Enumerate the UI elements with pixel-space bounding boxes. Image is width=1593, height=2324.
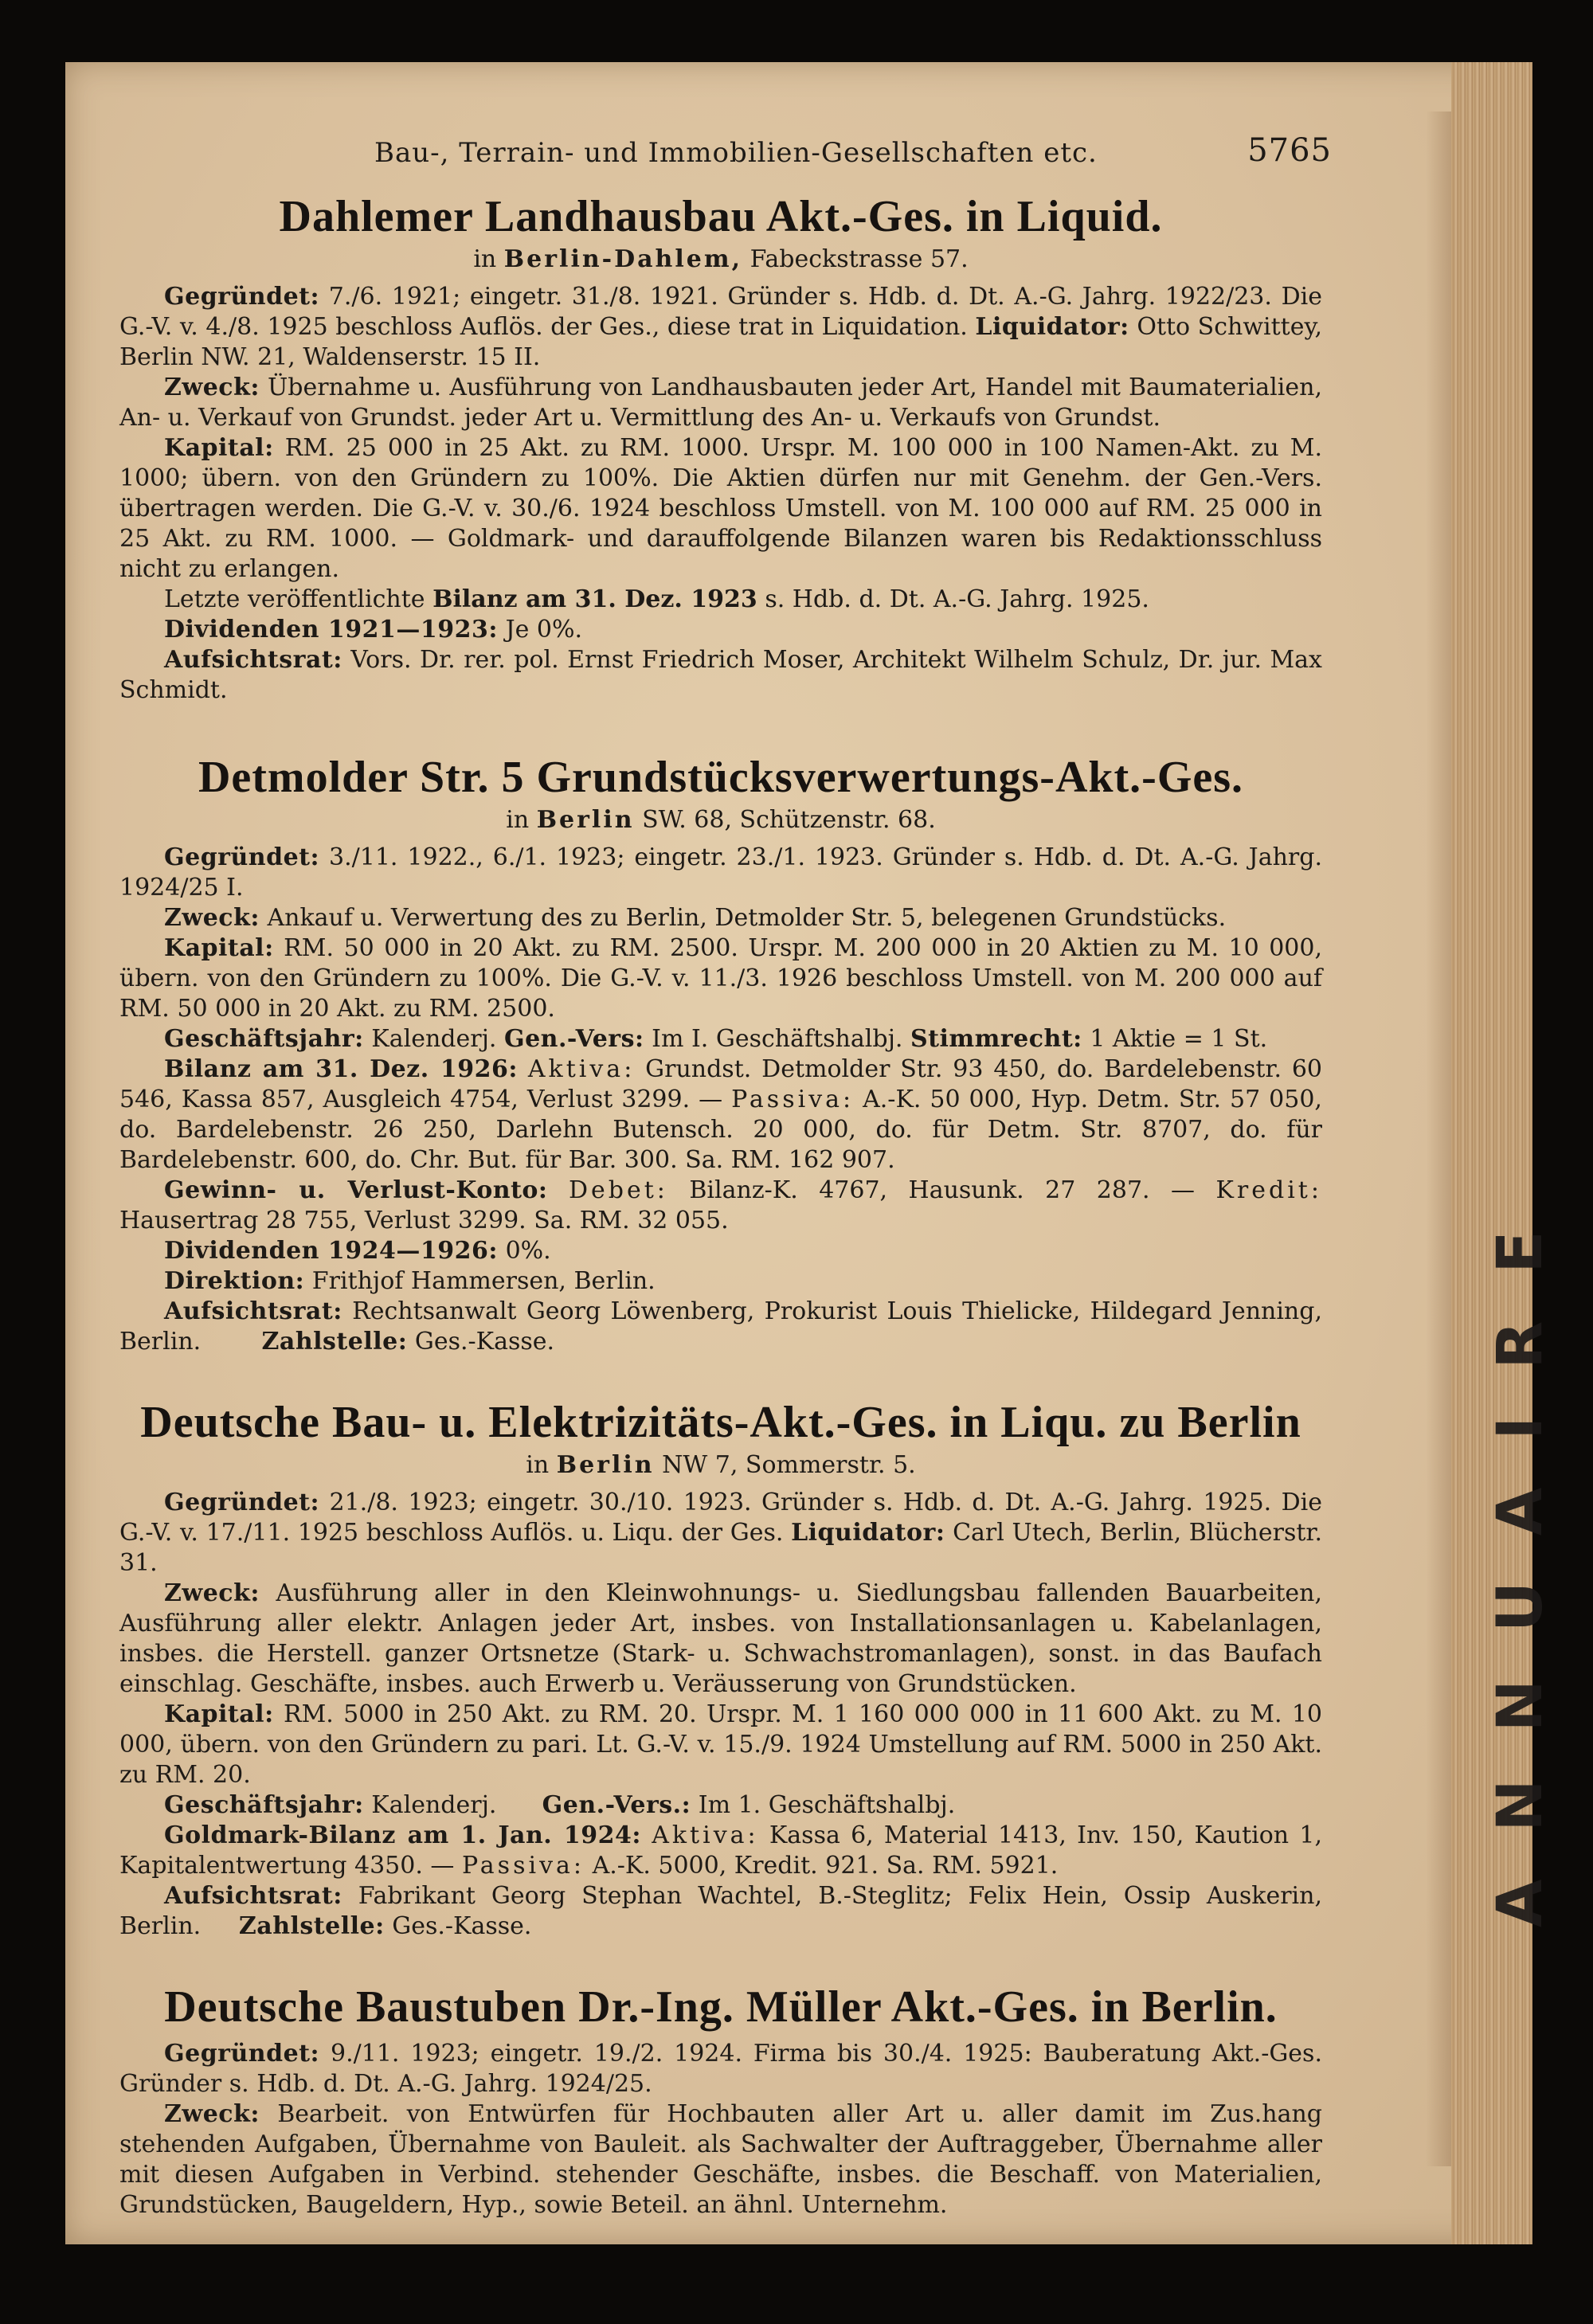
- balance-intro: Letzte veröffentlichte: [164, 585, 425, 613]
- stimmrecht-text: 1 Aktie = 1 St.: [1090, 1025, 1268, 1053]
- location-prefix: in: [526, 1451, 550, 1479]
- company-entry-deutsche-baustuben: [119, 1982, 1322, 2220]
- page-content: [119, 127, 1332, 2220]
- label-liquidator: Liquidator:: [791, 1519, 945, 1547]
- founded-paragraph: [119, 282, 1322, 373]
- liquidator-text: Otto Schwittey, Berlin NW. 21, Waldenserstr. 15 II.: [119, 313, 1322, 371]
- page-number: 5765: [1247, 132, 1332, 169]
- label-direktion: Direktion:: [164, 1267, 305, 1295]
- board-paragraph: [119, 645, 1322, 706]
- dividends-paragraph: [119, 1236, 1322, 1266]
- zahlstelle-text: Ges.-Kasse.: [392, 1912, 532, 1940]
- company-entry-detmolder: [119, 752, 1322, 1357]
- capital-paragraph: [119, 433, 1322, 585]
- balance-paragraph: [119, 1821, 1322, 1881]
- fiscal-paragraph: [119, 1024, 1322, 1054]
- label-gegruendet: Gegründet:: [164, 1489, 320, 1516]
- label-aufsichtsrat: Aufsichtsrat:: [164, 1882, 342, 1910]
- board-text: Rechtsanwalt Georg Löwenberg, Prokurist Louis Thielicke, Hildegard Jenning, Berlin.: [119, 1297, 1322, 1356]
- label-zahlstelle: Zahlstelle:: [238, 1912, 385, 1940]
- passiva-text: A.-K. 5000, Kredit. 921. Sa. RM. 5921.: [592, 1852, 1059, 1880]
- founded-text: 9./11. 1923; eingetr. 19./2. 1924. Firma bis 30./4. 1925: Bauberatung Akt.-Ges. Gründer s. Hdb. d. Dt. A.-G. Jahrg. 1924/25.: [119, 2040, 1322, 2098]
- purpose-text: Ausführung aller in den Kleinwohnungs- u. Siedlungsbau fallenden Bauarbeiten, Ausführung aller elektr. Anlagen jeder Art, insbes. von Installationsanlagen u. Kabelanlagen, insbes. die Herstell. ganzer Ortsnetze (Stark- u. Schwachstromanlagen), sonst. in das Baufach einschlag. Geschäfte, insbes. auch Erwerb u. Veräusserung von Grundstücken.: [119, 1579, 1322, 1698]
- label-bilanz: Bilanz am 31. Dez. 1926:: [164, 1055, 518, 1083]
- spine-stamp-text: ANNUAIRE: [1485, 1183, 1556, 1927]
- section-title: Bau-, Terrain- und Immobilien-Gesellschaften etc.: [374, 137, 1098, 169]
- label-gegruendet: Gegründet:: [164, 283, 320, 311]
- company-title: Deutsche Bau- u. Elektrizitäts-Akt.-Ges. in Liqu. zu Berlin: [140, 1398, 1301, 1447]
- passiva-text: A.-K. 50 000, Hyp. Detm. Str. 57 050, do. Bardelebenstr. 26 250, Darlehn Butensch. 20 000, do. für Detm. Str. 8707, do. für Bardelebenstr. 600, do. Chr. But. für Bar. 300. Sa. RM. 162 907.: [119, 1086, 1322, 1174]
- founded-text: 21./8. 1923; eingetr. 30./10. 1923. Gründer s. Hdb. d. Dt. A.-G. Jahrg. 1925. Die G.-V. v. 17./11. 1925 beschloss Auflös. u. Liqu. der Ges.: [119, 1489, 1322, 1547]
- capital-paragraph: [119, 933, 1322, 1024]
- company-location: [119, 1448, 1322, 1483]
- label-zweck: Zweck:: [164, 1579, 260, 1607]
- board-paragraph: [119, 1297, 1322, 1357]
- label-zweck: Zweck:: [164, 374, 260, 401]
- aktiva-text: Grundst. Detmolder Str. 93 450, do. Bardelebenstr. 60 546, Kassa 857, Ausgleich 4754, Verlust 3299. —: [119, 1055, 1322, 1113]
- founded-paragraph: [119, 1488, 1322, 1579]
- label-kapital: Kapital:: [164, 934, 274, 962]
- label-geschaeftsjahr: Geschäftsjahr:: [164, 1025, 364, 1053]
- balance-label: Bilanz am 31. Dez. 1923: [432, 585, 757, 613]
- founded-paragraph: [119, 843, 1322, 903]
- label-kapital: Kapital:: [164, 434, 274, 462]
- label-gegruendet: Gegründet:: [164, 2040, 320, 2068]
- label-aktiva: Aktiva:: [527, 1055, 636, 1083]
- label-stimmrecht: Stimmrecht:: [910, 1025, 1082, 1053]
- company-location: [119, 803, 1322, 838]
- dividends-text: 0%.: [505, 1237, 551, 1265]
- label-dividenden: Dividenden 1924—1926:: [164, 1237, 499, 1265]
- balance-paragraph: [119, 1054, 1322, 1176]
- board-text: Vors. Dr. rer. pol. Ernst Friedrich Moser, Architekt Wilhelm Schulz, Dr. jur. Max Schmidt.: [119, 646, 1322, 704]
- capital-text: RM. 25 000 in 25 Akt. zu RM. 1000. Urspr. M. 100 000 in 100 Namen-Akt. zu M. 1000; übern. von den Gründern zu 100%. Die Aktien dürfen nur mit Genehm. der Gen.-Vers. übertragen werden. Die G.-V. v. 30./6. 1924 beschloss Umstell. von M. 100 000 auf RM. 25 000 in 25 Akt. zu RM. 1000. — Goldmark- und darauffolgende Bilanzen waren bis Redaktionsschluss nicht zu erlangen.: [119, 434, 1322, 583]
- location-prefix: in: [506, 806, 530, 834]
- balance-text: s. Hdb. d. Dt. A.-G. Jahrg. 1925.: [765, 585, 1149, 613]
- location-city: Berlin-Dahlem,: [503, 245, 743, 273]
- label-passiva: Passiva:: [731, 1086, 855, 1113]
- location-address: Fabeckstrasse 57.: [750, 245, 969, 273]
- location-city: Berlin: [536, 806, 635, 834]
- profit-loss-paragraph: [119, 1176, 1322, 1236]
- label-zahlstelle: Zahlstelle:: [261, 1328, 408, 1356]
- gen-vers-text: Im 1. Geschäftshalbj.: [698, 1791, 956, 1819]
- purpose-text: Ankauf u. Verwertung des zu Berlin, Detmolder Str. 5, belegenen Grundstücks.: [267, 904, 1227, 932]
- label-aktiva: Aktiva:: [652, 1821, 759, 1849]
- founded-text: 7./6. 1921; eingetr. 31./8. 1921. Gründer s. Hdb. d. Dt. A.-G. Jahrg. 1922/23. Die G.-V. v. 4./8. 1925 beschloss Auflös. der Ges., diese trat in Liquidation.: [119, 283, 1322, 341]
- location-address: SW. 68, Schützenstr. 68.: [642, 806, 936, 834]
- liquidator-text: Carl Utech, Berlin, Blücherstr. 31.: [119, 1519, 1322, 1577]
- company-entry-deutsche-bau-elektrizitaet: [119, 1397, 1322, 1942]
- kredit-text: Hausertrag 28 755, Verlust 3299. Sa. RM. 32 055.: [119, 1207, 729, 1234]
- management-text: Frithjof Hammersen, Berlin.: [311, 1267, 656, 1295]
- dividends-text: Je 0%.: [505, 616, 583, 644]
- capital-text: RM. 5000 in 250 Akt. zu RM. 20. Urspr. M. 1 160 000 000 in 11 600 Akt. zu M. 10 000, übern. von den Gründern zu pari. Lt. G.-V. v. 15./9. 1924 Umstellung auf RM. 5000 in 250 Akt. zu RM. 20.: [119, 1700, 1322, 1789]
- company-title: Detmolder Str. 5 Grundstücksverwertungs-Akt.-Ges.: [198, 753, 1244, 802]
- label-dividenden: Dividenden 1921—1923:: [164, 616, 499, 644]
- purpose-paragraph: [119, 903, 1322, 933]
- founded-paragraph: [119, 2039, 1322, 2099]
- founded-text: 3./11. 1922., 6./1. 1923; eingetr. 23./1. 1923. Gründer s. Hdb. d. Dt. A.-G. Jahrg. 1924/25 I.: [119, 843, 1322, 902]
- label-kapital: Kapital:: [164, 1700, 274, 1728]
- location-prefix: in: [473, 245, 497, 273]
- fiscal-text: Kalenderj.: [371, 1025, 497, 1053]
- purpose-text: Bearbeit. von Entwürfen für Hochbauten aller Art u. aller damit im Zus.hang stehenden Aufgaben, Übernahme von Bauleit. als Sachwalter der Auftraggeber, Übernahme aller mit diesen Aufgaben in Verbind. stehender Geschäfte, insbes. die Beschaff. von Materialien, Grundstücken, Baugeldern, Hyp., sowie Beteil. an ähnl. Unternehm.: [119, 2100, 1322, 2219]
- debet-text: Bilanz-K. 4767, Hausunk. 27 287. —: [689, 1176, 1196, 1204]
- label-zweck: Zweck:: [164, 904, 260, 932]
- fiscal-text: Kalenderj.: [371, 1791, 497, 1819]
- label-gen-vers: Gen.-Vers.:: [542, 1791, 691, 1819]
- label-gen-vers: Gen.-Vers:: [503, 1025, 644, 1053]
- company-title: Deutsche Baustuben Dr.-Ing. Müller Akt.-Ges. in Berlin.: [164, 1982, 1278, 2032]
- zahlstelle-text: Ges.-Kasse.: [414, 1328, 555, 1356]
- capital-text: RM. 50 000 in 20 Akt. zu RM. 2500. Urspr. M. 200 000 in 20 Aktien zu M. 10 000, übern. von den Gründern zu 100%. Die G.-V. v. 11./3. 1926 beschloss Umstell. von M. 200 000 auf RM. 50 000 in 20 Akt. zu RM. 2500.: [119, 934, 1322, 1023]
- balance-paragraph: [119, 585, 1322, 615]
- label-gewinn-verlust: Gewinn- u. Verlust-Konto:: [164, 1176, 548, 1204]
- capital-paragraph: [119, 1700, 1322, 1790]
- purpose-text: Übernahme u. Ausführung von Landhausbauten jeder Art, Handel mit Baumaterialien, An- u. Verkauf von Grundst. jeder Art u. Vermittlung des An- u. Verkaufs von Grundst.: [119, 374, 1322, 432]
- label-gegruendet: Gegründet:: [164, 843, 320, 871]
- board-paragraph: [119, 1881, 1322, 1942]
- location-address: NW 7, Sommerstr. 5.: [662, 1451, 916, 1479]
- location-city: Berlin: [556, 1451, 655, 1479]
- purpose-paragraph: [119, 2099, 1322, 2220]
- label-geschaeftsjahr: Geschäftsjahr:: [164, 1791, 364, 1819]
- gen-vers-text: Im I. Geschäftshalbj.: [652, 1025, 903, 1053]
- aktiva-text: Kassa 6, Material 1413, Inv. 150, Kaution 1, Kapitalentwertung 4350. —: [119, 1821, 1322, 1880]
- label-debet: Debet:: [568, 1176, 668, 1204]
- label-zweck: Zweck:: [164, 2100, 260, 2128]
- label-aufsichtsrat: Aufsichtsrat:: [164, 1297, 342, 1325]
- label-aufsichtsrat: Aufsichtsrat:: [164, 646, 342, 674]
- purpose-paragraph: [119, 1579, 1322, 1700]
- company-entry-dahlemer: [119, 191, 1322, 706]
- fiscal-paragraph: [119, 1790, 1322, 1821]
- label-goldmark-bilanz: Goldmark-Bilanz am 1. Jan. 1924:: [164, 1821, 641, 1849]
- dividends-paragraph: [119, 615, 1322, 645]
- board-text: Fabrikant Georg Stephan Wachtel, B.-Steglitz; Felix Hein, Ossip Auskerin, Berlin.: [119, 1882, 1322, 1940]
- management-paragraph: [119, 1266, 1322, 1297]
- company-title: Dahlemer Landhausbau Akt.-Ges. in Liquid.: [279, 192, 1163, 241]
- label-liquidator: Liquidator:: [975, 313, 1129, 341]
- purpose-paragraph: [119, 373, 1322, 433]
- company-location: [119, 242, 1322, 277]
- running-head: [119, 127, 1332, 175]
- label-passiva: Passiva:: [461, 1852, 585, 1880]
- label-kredit: Kredit:: [1215, 1176, 1322, 1204]
